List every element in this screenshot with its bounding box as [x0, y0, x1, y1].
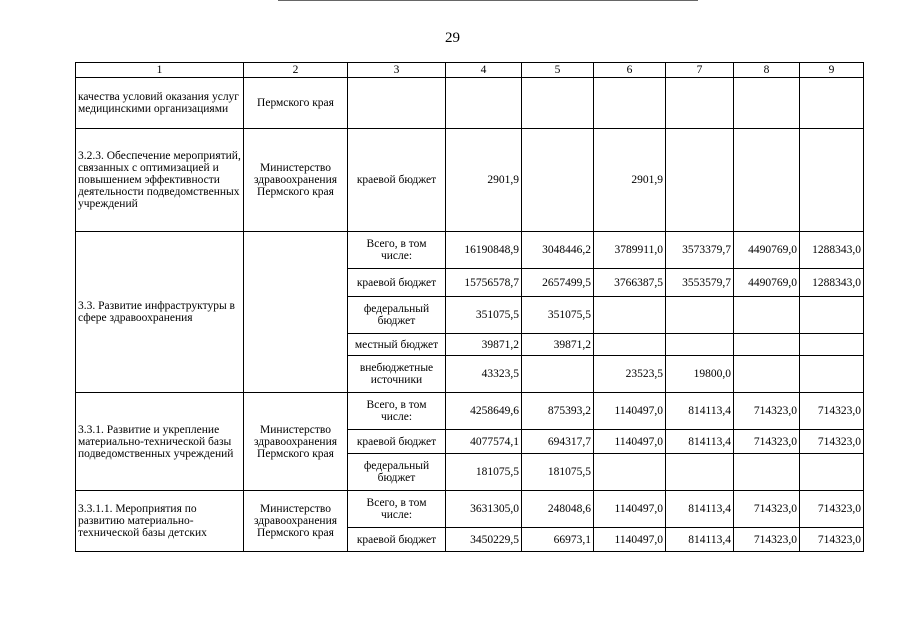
- funding-source: Всего, в том числе:: [348, 393, 446, 430]
- value-cell: 43323,5: [446, 356, 522, 393]
- value-cell: 181075,5: [446, 454, 522, 491]
- value-cell: 351075,5: [446, 297, 522, 334]
- funding-source: местный бюджет: [348, 334, 446, 356]
- executor: Министерство здравоохранения Пермского края: [244, 393, 348, 491]
- measure-name: 3.3. Развитие инфраструктуры в сфере здравоохранения: [76, 232, 244, 393]
- value-cell: 66973,1: [522, 528, 594, 552]
- executor: Министерство здравоохранения Пермского края: [244, 129, 348, 232]
- value-cell: 814113,4: [666, 430, 734, 454]
- empty-cell: [666, 297, 734, 334]
- column-number: 7: [666, 63, 734, 78]
- empty-cell: [734, 78, 800, 129]
- measure-name: 3.3.1. Развитие и укрепление материально-технической базы подведомственных учреждений: [76, 393, 244, 491]
- value-cell: 39871,2: [446, 334, 522, 356]
- value-cell: 714323,0: [734, 491, 800, 528]
- value-cell: 3789911,0: [594, 232, 666, 269]
- value-cell: 1288343,0: [800, 232, 864, 269]
- top-rule: [278, 0, 698, 1]
- value-cell: 3631305,0: [446, 491, 522, 528]
- empty-cell: [666, 454, 734, 491]
- value-cell: 1140497,0: [594, 430, 666, 454]
- page-number: 29: [445, 30, 460, 46]
- empty-cell: [522, 356, 594, 393]
- column-number: 1: [76, 63, 244, 78]
- value-cell: 16190848,9: [446, 232, 522, 269]
- empty-cell: [734, 454, 800, 491]
- column-number-row: [76, 63, 864, 78]
- funding-source: краевой бюджет: [348, 269, 446, 297]
- empty-cell: [800, 129, 864, 232]
- executor: [244, 232, 348, 393]
- empty-cell: [666, 334, 734, 356]
- executor: Министерство здравоохранения Пермского края: [244, 491, 348, 552]
- value-cell: 181075,5: [522, 454, 594, 491]
- value-cell: 3573379,7: [666, 232, 734, 269]
- empty-cell: [800, 334, 864, 356]
- value-cell: 714323,0: [800, 528, 864, 552]
- value-cell: 1140497,0: [594, 528, 666, 552]
- empty-cell: [734, 334, 800, 356]
- funding-source: краевой бюджет: [348, 528, 446, 552]
- funding-source: Всего, в том числе:: [348, 491, 446, 528]
- funding-source: федеральный бюджет: [348, 297, 446, 334]
- measure-name: 3.2.3. Обеспечение мероприятий, связанных с оптимизацией и повышением эффективности деятельности подведомственных учреждений: [76, 129, 244, 232]
- empty-cell: [348, 78, 446, 129]
- funding-source: федеральный бюджет: [348, 454, 446, 491]
- value-cell: 3450229,5: [446, 528, 522, 552]
- value-cell: 714323,0: [734, 430, 800, 454]
- empty-cell: [666, 129, 734, 232]
- budget-table: [75, 62, 864, 552]
- empty-cell: [800, 454, 864, 491]
- value-cell: 23523,5: [594, 356, 666, 393]
- column-number: 3: [348, 63, 446, 78]
- value-cell: 39871,2: [522, 334, 594, 356]
- table-row: [76, 129, 864, 232]
- value-cell: 714323,0: [734, 393, 800, 430]
- column-number: 9: [800, 63, 864, 78]
- column-number: 2: [244, 63, 348, 78]
- value-cell: 2901,9: [446, 129, 522, 232]
- value-cell: 4077574,1: [446, 430, 522, 454]
- empty-cell: [800, 356, 864, 393]
- measure-name: 3.3.1.1. Мероприятия по развитию материально-технической базы детских: [76, 491, 244, 552]
- value-cell: 1140497,0: [594, 491, 666, 528]
- executor: Пермского края: [244, 78, 348, 129]
- value-cell: 4490769,0: [734, 269, 800, 297]
- table-row: [76, 491, 864, 528]
- value-cell: 714323,0: [800, 430, 864, 454]
- table-row: [76, 78, 864, 129]
- value-cell: 19800,0: [666, 356, 734, 393]
- value-cell: 714323,0: [734, 528, 800, 552]
- empty-cell: [594, 334, 666, 356]
- funding-source: внебюджетные источники: [348, 356, 446, 393]
- empty-cell: [800, 297, 864, 334]
- empty-cell: [522, 129, 594, 232]
- value-cell: 814113,4: [666, 491, 734, 528]
- column-number: 6: [594, 63, 666, 78]
- value-cell: 814113,4: [666, 528, 734, 552]
- value-cell: 3766387,5: [594, 269, 666, 297]
- value-cell: 714323,0: [800, 393, 864, 430]
- value-cell: 2901,9: [594, 129, 666, 232]
- empty-cell: [734, 129, 800, 232]
- empty-cell: [446, 78, 522, 129]
- measure-name: качества условий оказания услуг медицинскими организациями: [76, 78, 244, 129]
- value-cell: 1140497,0: [594, 393, 666, 430]
- table-row: [76, 232, 864, 269]
- empty-cell: [594, 297, 666, 334]
- value-cell: 3048446,2: [522, 232, 594, 269]
- funding-source: краевой бюджет: [348, 430, 446, 454]
- empty-cell: [594, 454, 666, 491]
- column-number: 4: [446, 63, 522, 78]
- value-cell: 875393,2: [522, 393, 594, 430]
- value-cell: 1288343,0: [800, 269, 864, 297]
- value-cell: 814113,4: [666, 393, 734, 430]
- empty-cell: [734, 356, 800, 393]
- value-cell: 714323,0: [800, 491, 864, 528]
- value-cell: 4490769,0: [734, 232, 800, 269]
- column-number: 8: [734, 63, 800, 78]
- funding-source: краевой бюджет: [348, 129, 446, 232]
- empty-cell: [734, 297, 800, 334]
- value-cell: 351075,5: [522, 297, 594, 334]
- empty-cell: [800, 78, 864, 129]
- value-cell: 15756578,7: [446, 269, 522, 297]
- empty-cell: [594, 78, 666, 129]
- value-cell: 2657499,5: [522, 269, 594, 297]
- empty-cell: [522, 78, 594, 129]
- value-cell: 3553579,7: [666, 269, 734, 297]
- column-number: 5: [522, 63, 594, 78]
- funding-source: Всего, в том числе:: [348, 232, 446, 269]
- value-cell: 4258649,6: [446, 393, 522, 430]
- table-row: [76, 393, 864, 430]
- empty-cell: [666, 78, 734, 129]
- value-cell: 694317,7: [522, 430, 594, 454]
- value-cell: 248048,6: [522, 491, 594, 528]
